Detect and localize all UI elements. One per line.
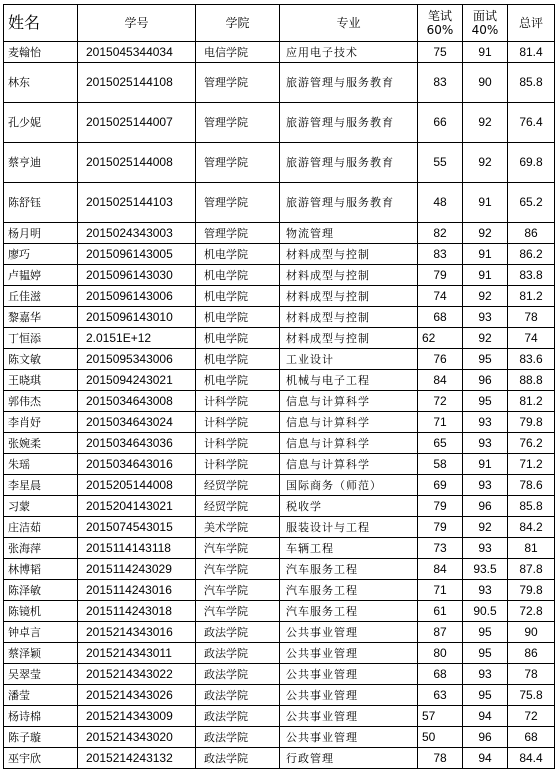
student-name: 麦翰怡: [4, 42, 78, 63]
college: 计科学院: [196, 412, 280, 433]
student-name: 郭伟杰: [4, 391, 78, 412]
total-score: 78.6: [508, 475, 555, 496]
table-row: [4, 143, 555, 183]
college: 美术学院: [196, 517, 280, 538]
table-row: [4, 391, 555, 412]
interview-score: 93: [463, 538, 508, 559]
written-score: 79: [418, 496, 463, 517]
header-interview: [463, 5, 508, 42]
major: 旅游管理与服务教育: [280, 143, 418, 183]
student-id: 2015025144103: [78, 183, 196, 223]
header-written: [418, 5, 463, 42]
written-score: 79: [418, 517, 463, 538]
total-score: 72: [508, 706, 555, 727]
student-id: 2015214343020: [78, 727, 196, 748]
student-name: 吴翠莹: [4, 664, 78, 685]
written-score: 72: [418, 391, 463, 412]
written-score: 63: [418, 685, 463, 706]
college: 政法学院: [196, 664, 280, 685]
interview-score: 96: [463, 370, 508, 391]
college: 管理学院: [196, 103, 280, 143]
total-score: 87.8: [508, 559, 555, 580]
interview-score: 93.5: [463, 559, 508, 580]
student-id: 2015214343009: [78, 706, 196, 727]
college: 政法学院: [196, 748, 280, 769]
interview-score: 91: [463, 244, 508, 265]
interview-score: 92: [463, 328, 508, 349]
major: 公共事业管理: [280, 706, 418, 727]
major: 信息与计算科学: [280, 391, 418, 412]
written-score: 87: [418, 622, 463, 643]
table-row: [4, 538, 555, 559]
major: 材料成型与控制: [280, 307, 418, 328]
total-score: 83.6: [508, 349, 555, 370]
written-score: 73: [418, 538, 463, 559]
total-score: 79.8: [508, 412, 555, 433]
total-score: 76.4: [508, 103, 555, 143]
college: 机电学院: [196, 349, 280, 370]
student-id: 2015096143030: [78, 265, 196, 286]
student-name: 林博韬: [4, 559, 78, 580]
interview-score: 95: [463, 685, 508, 706]
major: 信息与计算科学: [280, 454, 418, 475]
major: 旅游管理与服务教育: [280, 63, 418, 103]
written-score: 61: [418, 601, 463, 622]
written-score: 58: [418, 454, 463, 475]
student-id: 2015034643016: [78, 454, 196, 475]
interview-score: 94: [463, 706, 508, 727]
college: 机电学院: [196, 307, 280, 328]
interview-score: 93: [463, 433, 508, 454]
total-score: 88.8: [508, 370, 555, 391]
header-major: 专业: [280, 5, 418, 42]
interview-score: 91: [463, 454, 508, 475]
written-score: 74: [418, 286, 463, 307]
table-row: [4, 475, 555, 496]
major: 税收学: [280, 496, 418, 517]
college: 政法学院: [196, 643, 280, 664]
student-id: 2015025144007: [78, 103, 196, 143]
interview-score: 96: [463, 496, 508, 517]
major: 材料成型与控制: [280, 265, 418, 286]
table-row: [4, 433, 555, 454]
student-id: 2015096143010: [78, 307, 196, 328]
student-id: 2015034643008: [78, 391, 196, 412]
college: 经贸学院: [196, 475, 280, 496]
college: 政法学院: [196, 622, 280, 643]
total-score: 81: [508, 538, 555, 559]
college: 计科学院: [196, 433, 280, 454]
student-id: 2015096143006: [78, 286, 196, 307]
student-id: 2015045344034: [78, 42, 196, 63]
college: 电信学院: [196, 42, 280, 63]
student-name: 蔡亨迪: [4, 143, 78, 183]
table-row: [4, 580, 555, 601]
total-score: 65.2: [508, 183, 555, 223]
table-row: [4, 601, 555, 622]
major: 公共事业管理: [280, 643, 418, 664]
total-score: 79.8: [508, 580, 555, 601]
total-score: 86: [508, 643, 555, 664]
total-score: 83.8: [508, 265, 555, 286]
college: 机电学院: [196, 265, 280, 286]
college: 机电学院: [196, 244, 280, 265]
total-score: 78: [508, 664, 555, 685]
interview-score: 93: [463, 580, 508, 601]
table-row: [4, 307, 555, 328]
major: 国际商务（师范）: [280, 475, 418, 496]
student-id: 2015114243029: [78, 559, 196, 580]
college: 政法学院: [196, 727, 280, 748]
written-score: 68: [418, 307, 463, 328]
total-score: 85.8: [508, 63, 555, 103]
written-score: 83: [418, 63, 463, 103]
total-score: 81.4: [508, 42, 555, 63]
header-interview-weight: 40%: [471, 23, 499, 37]
written-score: 57: [418, 706, 463, 727]
total-score: 69.8: [508, 143, 555, 183]
college: 汽车学院: [196, 580, 280, 601]
written-score: 76: [418, 349, 463, 370]
major: 应用电子技术: [280, 42, 418, 63]
college: 汽车学院: [196, 538, 280, 559]
interview-score: 92: [463, 103, 508, 143]
written-score: 50: [418, 727, 463, 748]
written-score: 79: [418, 265, 463, 286]
student-name: 李星晨: [4, 475, 78, 496]
major: 物流管理: [280, 223, 418, 244]
score-table: [3, 4, 555, 769]
interview-score: 95: [463, 643, 508, 664]
interview-score: 93: [463, 307, 508, 328]
major: 工业设计: [280, 349, 418, 370]
interview-score: 96: [463, 727, 508, 748]
table-row: [4, 286, 555, 307]
student-id: 2015114143118: [78, 538, 196, 559]
table-row: [4, 265, 555, 286]
student-name: 丁恒添: [4, 328, 78, 349]
table-row: [4, 349, 555, 370]
student-id: 2015074543015: [78, 517, 196, 538]
student-name: 林东: [4, 63, 78, 103]
interview-score: 91: [463, 183, 508, 223]
major: 材料成型与控制: [280, 244, 418, 265]
written-score: 75: [418, 42, 463, 63]
header-interview-label: 面试: [472, 9, 497, 23]
table-row: [4, 42, 555, 63]
interview-score: 90.5: [463, 601, 508, 622]
written-score: 68: [418, 664, 463, 685]
major: 材料成型与控制: [280, 328, 418, 349]
written-score: 55: [418, 143, 463, 183]
student-id: 2015034643036: [78, 433, 196, 454]
major: 旅游管理与服务教育: [280, 183, 418, 223]
major: 汽车服务工程: [280, 601, 418, 622]
college: 机电学院: [196, 370, 280, 391]
student-id: 2015214343022: [78, 664, 196, 685]
total-score: 68: [508, 727, 555, 748]
header-student-id: 学号: [78, 5, 196, 42]
student-name: 杨月明: [4, 223, 78, 244]
college: 机电学院: [196, 328, 280, 349]
student-name: 王晓琪: [4, 370, 78, 391]
interview-score: 90: [463, 63, 508, 103]
written-score: 84: [418, 370, 463, 391]
total-score: 84.2: [508, 517, 555, 538]
table-row: [4, 244, 555, 265]
header-total: 总评: [508, 5, 555, 42]
table-row: [4, 559, 555, 580]
student-name: 钟卓言: [4, 622, 78, 643]
header-name: 姓名: [4, 5, 78, 42]
student-id: 2015214343016: [78, 622, 196, 643]
student-id: 2015214343011: [78, 643, 196, 664]
college: 管理学院: [196, 223, 280, 244]
table-row: [4, 328, 555, 349]
student-id: 2015095343006: [78, 349, 196, 370]
student-name: 陈文敏: [4, 349, 78, 370]
college: 机电学院: [196, 286, 280, 307]
written-score: 80: [418, 643, 463, 664]
major: 旅游管理与服务教育: [280, 103, 418, 143]
student-name: 杨诗棉: [4, 706, 78, 727]
written-score: 83: [418, 244, 463, 265]
student-name: 张婉柔: [4, 433, 78, 454]
student-name: 蔡泽颖: [4, 643, 78, 664]
major: 机械与电子工程: [280, 370, 418, 391]
student-id: 2015094243021: [78, 370, 196, 391]
written-score: 82: [418, 223, 463, 244]
table-row: [4, 664, 555, 685]
major: 汽车服务工程: [280, 559, 418, 580]
student-name: 孔少妮: [4, 103, 78, 143]
table-row: [4, 517, 555, 538]
student-name: 黎嘉华: [4, 307, 78, 328]
header-written-label: 笔试: [427, 9, 452, 23]
total-score: 74: [508, 328, 555, 349]
major: 信息与计算科学: [280, 433, 418, 454]
written-score: 78: [418, 748, 463, 769]
table-row: [4, 183, 555, 223]
table-row: [4, 748, 555, 769]
total-score: 90: [508, 622, 555, 643]
student-name: 巫宇欣: [4, 748, 78, 769]
student-name: 庄洁茹: [4, 517, 78, 538]
table-row: [4, 685, 555, 706]
table-row: [4, 622, 555, 643]
college: 计科学院: [196, 454, 280, 475]
interview-score: 95: [463, 391, 508, 412]
table-row: [4, 63, 555, 103]
college: 政法学院: [196, 706, 280, 727]
total-score: 78: [508, 307, 555, 328]
total-score: 81.2: [508, 286, 555, 307]
major: 公共事业管理: [280, 727, 418, 748]
major: 信息与计算科学: [280, 412, 418, 433]
student-id: 2015096143005: [78, 244, 196, 265]
written-score: 84: [418, 559, 463, 580]
table-row: [4, 643, 555, 664]
written-score: 62: [418, 328, 463, 349]
total-score: 84.4: [508, 748, 555, 769]
student-name: 卢韫婷: [4, 265, 78, 286]
student-name: 李肖妤: [4, 412, 78, 433]
interview-score: 93: [463, 475, 508, 496]
student-name: 张海萍: [4, 538, 78, 559]
student-id: 2015204143021: [78, 496, 196, 517]
written-score: 65: [418, 433, 463, 454]
written-score: 48: [418, 183, 463, 223]
college: 管理学院: [196, 63, 280, 103]
student-name: 陈舒钰: [4, 183, 78, 223]
student-id: 2015214343026: [78, 685, 196, 706]
student-name: 习蒙: [4, 496, 78, 517]
interview-score: 92: [463, 223, 508, 244]
total-score: 81.2: [508, 391, 555, 412]
student-name: 廖巧: [4, 244, 78, 265]
total-score: 86: [508, 223, 555, 244]
table-row: [4, 103, 555, 143]
total-score: 85.8: [508, 496, 555, 517]
interview-score: 95: [463, 349, 508, 370]
student-id: 2015025144108: [78, 63, 196, 103]
student-name: 丘佳滋: [4, 286, 78, 307]
total-score: 86.2: [508, 244, 555, 265]
interview-score: 91: [463, 42, 508, 63]
written-score: 69: [418, 475, 463, 496]
student-name: 陈泽敏: [4, 580, 78, 601]
student-id: 2015114243016: [78, 580, 196, 601]
student-name: 陈子璇: [4, 727, 78, 748]
table-row: [4, 454, 555, 475]
written-score: 66: [418, 103, 463, 143]
interview-score: 95: [463, 622, 508, 643]
college: 经贸学院: [196, 496, 280, 517]
major: 公共事业管理: [280, 664, 418, 685]
table-row: [4, 223, 555, 244]
major: 材料成型与控制: [280, 286, 418, 307]
college: 管理学院: [196, 183, 280, 223]
student-id: 2.0151E+12: [78, 328, 196, 349]
header-written-weight: 60%: [426, 23, 454, 37]
student-name: 陈镜机: [4, 601, 78, 622]
student-id: 2015034643024: [78, 412, 196, 433]
college: 管理学院: [196, 143, 280, 183]
header-college: 学院: [196, 5, 280, 42]
college: 汽车学院: [196, 559, 280, 580]
student-id: 2015024343003: [78, 223, 196, 244]
header-row: [4, 5, 555, 42]
table-row: [4, 370, 555, 391]
total-score: 75.8: [508, 685, 555, 706]
student-id: 2015214243132: [78, 748, 196, 769]
interview-score: 92: [463, 143, 508, 183]
student-id: 2015114243018: [78, 601, 196, 622]
interview-score: 94: [463, 748, 508, 769]
total-score: 72.8: [508, 601, 555, 622]
written-score: 71: [418, 412, 463, 433]
major: 汽车服务工程: [280, 580, 418, 601]
interview-score: 91: [463, 265, 508, 286]
total-score: 76.2: [508, 433, 555, 454]
interview-score: 93: [463, 412, 508, 433]
major: 公共事业管理: [280, 685, 418, 706]
college: 计科学院: [196, 391, 280, 412]
interview-score: 92: [463, 286, 508, 307]
major: 车辆工程: [280, 538, 418, 559]
major: 公共事业管理: [280, 622, 418, 643]
table-row: [4, 727, 555, 748]
college: 汽车学院: [196, 601, 280, 622]
total-score: 71.2: [508, 454, 555, 475]
interview-score: 93: [463, 664, 508, 685]
student-name: 潘莹: [4, 685, 78, 706]
table-row: [4, 706, 555, 727]
table-row: [4, 496, 555, 517]
written-score: 71: [418, 580, 463, 601]
major: 服装设计与工程: [280, 517, 418, 538]
interview-score: 92: [463, 517, 508, 538]
student-id: 2015025144008: [78, 143, 196, 183]
college: 政法学院: [196, 685, 280, 706]
student-name: 朱瑶: [4, 454, 78, 475]
table-row: [4, 412, 555, 433]
major: 行政管理: [280, 748, 418, 769]
student-id: 2015205144008: [78, 475, 196, 496]
